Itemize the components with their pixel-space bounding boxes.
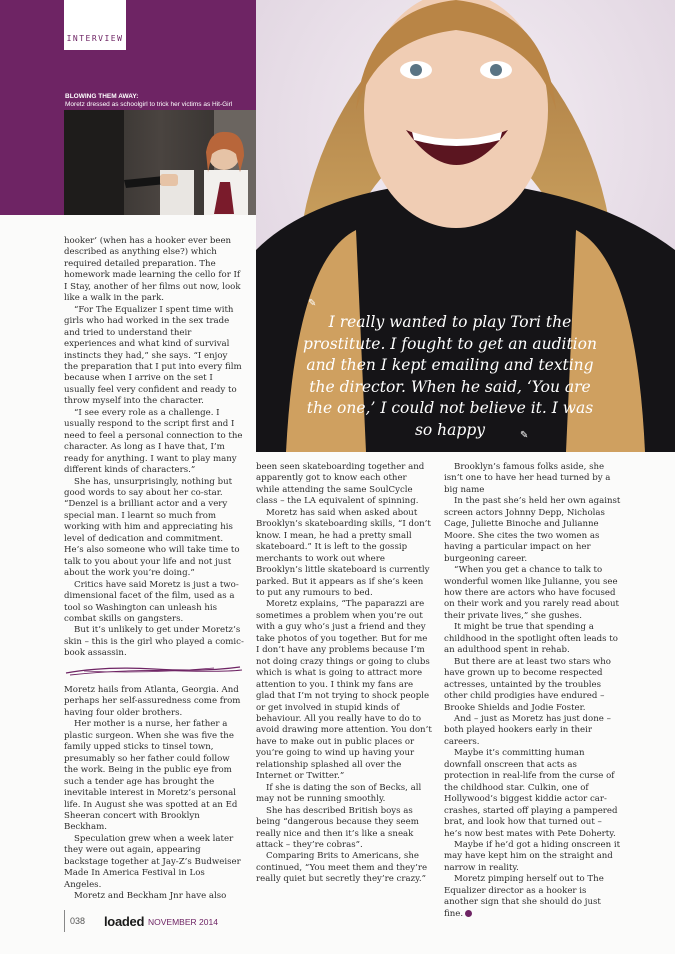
quote-open-mark: ✎ — [308, 298, 317, 309]
column-1-top — [64, 236, 244, 660]
paragraph: Maybe it’s committing human downfall onscreen that acts as protection in real-life from the curse of the childhood star. Culkin, one of Hollywood’s biggest kiddie actor car-crashes, started off playing a pampered brat, and look how that turned out – he’s now best mates with Pete Doherty. — [444, 748, 618, 839]
page-footer — [64, 916, 264, 932]
paragraph: Speculation grew when a week later they were out again, appearing backstage together at Jay-Z’s Budweiser Made In America Festival in Los Angeles. — [64, 833, 241, 890]
paragraph: Maybe if he’d got a hiding onscreen it may have kept him on the straight and narrow in reality. — [444, 839, 621, 873]
paragraph: She has described British boys as being “dangerous because they seem really nice and then it’s like a sneak attack – they’re cobras”. — [256, 805, 419, 850]
paragraph-text: Moretz pimping herself out to The Equalizer director as a hooker is another sign that she should do just fine. — [444, 874, 604, 919]
magazine-logo: loaded — [104, 914, 145, 929]
photo-caption-text: Moretz dressed as schoolgirl to trick her victims as Hit-Girl — [65, 101, 233, 108]
section-divider-squiggle — [64, 664, 244, 678]
paragraph: hooker’ (when has a hooker ever been described as anything else?) which required detailed preparation. The homework made learning the cello for If I Stay, another of her films out now, look like a walk in the park. — [64, 236, 241, 304]
paragraph: Critics have said Moretz is just a two-dimensional facet of the film, used as a tool so Washington can unleash his combat skills on gangsters. — [64, 579, 239, 624]
footer-rule — [64, 910, 65, 932]
paragraph: Moretz explains, “The paparazzi are sometimes a problem when you’re out with a guy who’s just a friend and they take photos of you together. But for me I don’t have any problems because I’m not doing crazy things or going to clubs which is what is going to attract more attention to you. I think my fans are glad that I’m not trying to shock people or get involved in stupid kinds of behaviour. All you really have to do to avoid drawing more attention. You don’t have to make out in public places or you’re going to wind up having your relationship splashed all over the Internet or Twitter.” — [256, 599, 432, 782]
paragraph: If she is dating the son of Becks, all may not be running smoothly. — [256, 782, 422, 805]
paragraph: Brooklyn’s famous folks aside, she isn’t one to have her head turned by a big name — [444, 462, 611, 495]
column-2 — [256, 462, 432, 886]
film-still-illustration — [64, 110, 256, 215]
column-1-bottom — [64, 685, 244, 903]
paragraph: It might be true that spending a childhood in the spotlight often leads to an adulthood spent in rehab. — [444, 622, 618, 656]
paragraph: But it’s unlikely to get under Moretz’s skin – this is the girl who played a comic-book assassin. — [64, 625, 244, 659]
film-still-photo — [64, 110, 256, 215]
paragraph: Comparing Brits to Americans, she continued, “You meet them and they’re really quiet but secretly they’re crazy.” — [256, 851, 428, 885]
paragraph: She has, unsurprisingly, nothing but good words to say about her co-star. “Denzel is a brilliant actor and a very special man. I learnt so much from working with him and appreciating his level of dedication and commitment. He’s also someone who will take time to talk to you about your life and not just about the work you’re doing.” — [64, 476, 240, 579]
photo-caption-heading: BLOWING THEM AWAY: — [65, 93, 139, 100]
end-of-article-icon — [465, 910, 472, 917]
page-number: 038 — [70, 916, 86, 926]
issue-date: NOVEMBER 2014 — [148, 917, 218, 927]
column-3 — [444, 462, 622, 920]
paragraph: “For The Equalizer I spent time with girls who had worked in the sex trade and tried to understand their experiences and what kind of survival instincts they had,” she says. “I enjoy the preparation that I put into every film because when I arrive on the set I usually feel very confident and ready to throw myself into the character. — [64, 304, 242, 407]
paragraph: But there are at least two stars who have grown up to become respected actresses, untainted by the troubles other child prodigies have endured – Brooke Shields and Jodie Foster. — [444, 656, 611, 713]
paragraph: been seen skateboarding together and apparently got to know each other while attending the same SoulCycle class – the LA equivalent of spinning. — [256, 462, 425, 507]
paragraph: “I see every role as a challenge. I usually respond to the script first and I need to feel a personal connection to the character. As long as I have that, I’m ready for anything. I want to play many different kinds of characters.” — [64, 407, 243, 476]
section-tag — [64, 0, 126, 50]
paragraph — [444, 874, 622, 920]
section-label: INTERVIEW — [66, 34, 124, 43]
photo-caption — [65, 93, 245, 109]
quote-close-mark: ✎ — [520, 430, 529, 441]
paragraph: Moretz and Beckham Jnr have also — [74, 891, 227, 902]
pull-quote: I really wanted to play Tori the prostitute. I fought to get an audition and then I kept emailing and texting the director. When he said, ‘You are the one,’ I could not believe it. I was so happy — [303, 313, 597, 439]
paragraph: “When you get a chance to talk to wonderful women like Julianne, you see how there are actors who have focused on their work and you rarely read about their private lives,” she gushes. — [444, 565, 619, 621]
paragraph: Moretz hails from Atlanta, Georgia. And perhaps her self-assuredness come from having four older brothers. — [64, 685, 241, 718]
paragraph: Moretz has said when asked about Brooklyn’s skateboarding skills, “I don’t know. I mean, he had a pretty small skateboard.” It is left to the gossip merchants to work out where Brooklyn’s little skateboard is currently parked. But it appears as if she’s keen to put any rumours to bed. — [256, 507, 431, 598]
paragraph: In the past she’s held her own against screen actors Johnny Depp, Nicholas Cage, Juliette Binoche and Julianne Moore. She cites the two women as having a particular impact on her burgeoning career. — [444, 496, 621, 564]
paragraph: And – just as Moretz has just done – both played hookers early in their careers. — [444, 713, 611, 747]
paragraph: Her mother is a nurse, her father a plastic surgeon. When she was five the family upped sticks to tinsel town, presumably so her father could follow the work. Being in the public eye from such a tender age has brought the inevitable interest in Moretz’s personal life. In August she was spotted at an Ed Sheeran concert with Brooklyn Beckham. — [64, 719, 238, 833]
